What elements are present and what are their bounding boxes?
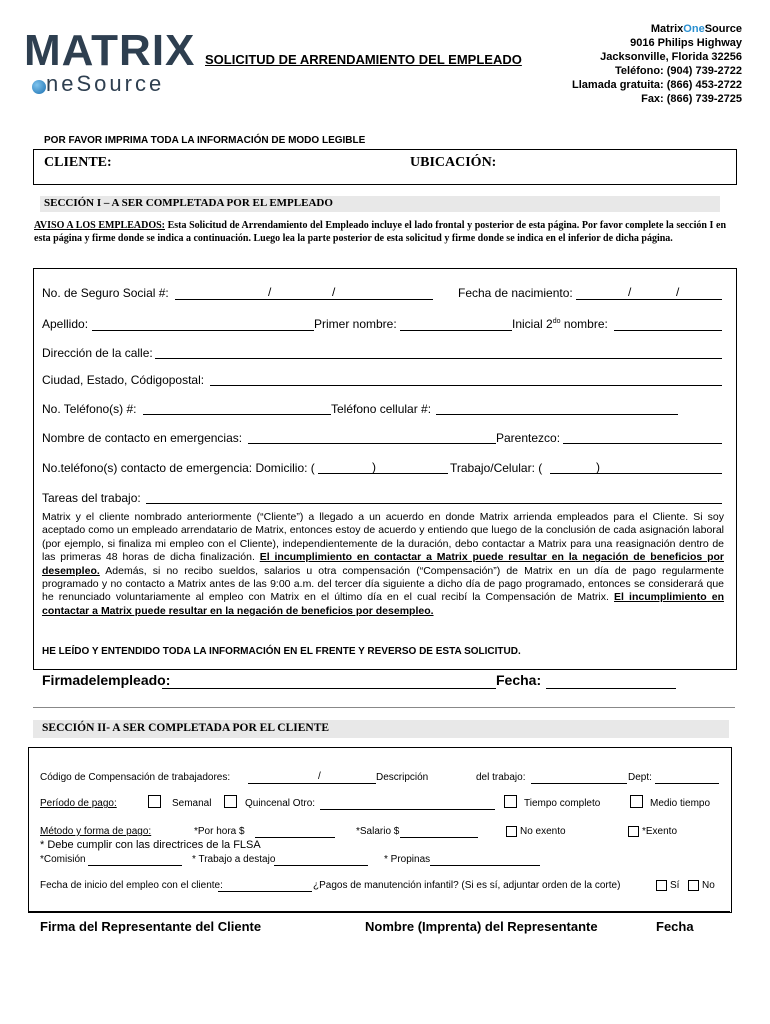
telefono-input[interactable] — [143, 414, 331, 415]
fecha-inicio-label: Fecha de inicio del empleo con el cliente: — [40, 880, 223, 891]
tiempo-completo-checkbox[interactable] — [504, 795, 517, 808]
dob-slash-1: / — [628, 285, 632, 299]
ubicacion-label: UBICACIÓN: — [410, 155, 497, 170]
dept-label: Dept: — [628, 772, 652, 783]
codigo-slash: / — [318, 771, 321, 782]
client-box — [33, 149, 737, 185]
signature-row-top-line — [28, 911, 730, 912]
logo-sub-prefix: ne — [46, 71, 77, 96]
otro-input[interactable] — [320, 809, 495, 810]
trabajo-cel-label: Trabajo/Celular: ( — [450, 461, 543, 475]
destajo-label: * Trabajo a destajo — [192, 854, 276, 865]
exento-label: *Exento — [642, 826, 678, 838]
por-hora-input[interactable] — [255, 837, 335, 838]
manutencion-label: ¿Pagos de manutención infantil? (Si es sí, adjuntar orden de la corte) — [313, 880, 621, 891]
si-label: Sí — [670, 880, 680, 892]
acknowledgement: HE LEÍDO Y ENTENDIDO TODA LA INFORMACIÓN EN EL FRENTE Y REVERSO DE ESTA SOLICITUD. — [42, 646, 521, 657]
company-info — [572, 22, 742, 106]
metodo-label: Método y forma de pago: — [40, 826, 152, 837]
celular-input[interactable] — [436, 414, 678, 415]
dob-input[interactable] — [576, 299, 722, 300]
descripcion-input[interactable] — [531, 783, 627, 784]
globe-icon — [32, 80, 46, 94]
page-title: SOLICITUD DE ARRENDAMIENTO DEL EMPLEADO — [205, 52, 522, 67]
agreement-paragraph: Matrix y el cliente nombrado anteriormente (“Cliente”) a llegado a un acuerdo en donde Matrix arrienda empleados para el Cliente. Si soy aceptado como un empleado arrendatario de Matrix, entonces estoy de acuerdo y entiendo que luego de la conclusión de cada asignación laboral (por ejemplo, si finaliza mi empleo con el Cliente), independientemente de la duración, debo contactar a Matrix para una reasignación dentro de las primeras 48 horas de dicha finalización. El incumplimiento en contactar a Matrix puede resultar en la negación de beneficios por desempleo. Además, si no recibo sueldos, salarios u otra compensación (“Compensación”) de Matrix en un día de pago regularmente programado y no contacto a Matrix antes de las 9:00 a.m. del tercer día siguiente a dicho día de pago programado, entonces se considerará que he renunciado voluntariamente al empleo con Matrix en el último día en el cual recibí la Compensación de Matrix. El incumplimiento en contactar a Matrix puede resultar en la negación de beneficios por desempleo. — [42, 511, 724, 617]
destajo-input[interactable] — [274, 865, 368, 866]
dob-label: Fecha de nacimiento: — [458, 286, 573, 300]
contacto-label: Nombre de contacto en emergencias: — [42, 431, 243, 445]
logo-main-text: MATRIX — [24, 26, 196, 75]
tel-domicilio-close: ) — [372, 460, 376, 474]
tiempo-completo-option[interactable] — [504, 795, 520, 808]
company-city: Jacksonville, Florida 32256 — [600, 51, 742, 63]
quincenal-label: Quincenal Otro: — [245, 798, 316, 809]
logo-sub-rest: Source — [76, 71, 165, 96]
salario-input[interactable] — [400, 837, 478, 838]
tel-contacto-label: No.teléfono(s) contacto de emergencia: Domicilio: ( — [42, 461, 315, 475]
dob-slash-2: / — [676, 285, 680, 299]
logo-sub — [24, 72, 194, 99]
nombre-representante: Nombre (Imprenta) del Representante — [365, 919, 598, 934]
company-toll-free: Llamada gratuita: (866) 453-2722 — [572, 79, 742, 91]
contacto-input[interactable] — [248, 443, 496, 444]
company-name: MatrixOneSource — [650, 23, 742, 35]
periodo-label: Período de pago: — [40, 798, 117, 809]
company-fax: Fax: (866) 739-2725 — [641, 93, 742, 105]
quincenal-option[interactable] — [224, 795, 240, 808]
apellido-label: Apellido: — [42, 317, 89, 331]
section1-heading: SECCIÓN I – A SER COMPLETADA POR EL EMPLEADO — [44, 197, 333, 209]
direccion-label: Dirección de la calle: — [42, 346, 153, 360]
comision-label: *Comisión — [40, 854, 86, 865]
inicial-input[interactable] — [614, 330, 722, 331]
fecha-inicio-input[interactable] — [218, 891, 312, 892]
semanal-checkbox[interactable] — [148, 795, 161, 808]
si-option[interactable] — [656, 880, 679, 891]
dept-input[interactable] — [655, 783, 719, 784]
company-address: 9016 Philips Highway — [630, 37, 742, 49]
ciudad-label: Ciudad, Estado, Códigopostal: — [42, 373, 205, 387]
exento-checkbox[interactable] — [628, 826, 639, 837]
section-divider — [33, 707, 735, 708]
fecha-empleado-label: Fecha: — [496, 672, 542, 688]
medio-tiempo-label: Medio tiempo — [650, 798, 711, 809]
ciudad-input[interactable] — [210, 385, 722, 386]
fecha-representante: Fecha — [656, 919, 694, 934]
ssn-input[interactable] — [175, 299, 433, 300]
aviso-paragraph: AVISO A LOS EMPLEADOS: Esta Solicitud de Arrendamiento del Empleado incluye el lado frontal y posterior de esta página. Por favor complete la sección I en esta página y firme donde se indica a continuación. Luego lea la parte posterior de esta solicitud y firme donde se indica en el inferior de dicha página. — [34, 220, 727, 244]
salario-label: *Salario $ — [356, 826, 400, 837]
codigo-input[interactable] — [248, 783, 376, 784]
firma-representante: Firma del Representante del Cliente — [40, 919, 262, 934]
exento-option[interactable] — [628, 826, 677, 837]
medio-tiempo-checkbox[interactable] — [630, 795, 643, 808]
celular-label: Teléfono cellular #: — [331, 402, 432, 416]
parentezco-input[interactable] — [563, 443, 722, 444]
no-exento-checkbox[interactable] — [506, 826, 517, 837]
no-checkbox[interactable] — [688, 880, 699, 891]
firma-empleado-label: Firmadelempleado: — [42, 672, 171, 688]
medio-tiempo-option[interactable] — [630, 795, 646, 808]
trabajo-cel-input[interactable] — [550, 473, 722, 474]
propinas-input[interactable] — [430, 865, 540, 866]
primer-nombre-label: Primer nombre: — [314, 317, 397, 331]
propinas-label: * Propinas — [384, 854, 431, 865]
no-option[interactable] — [688, 880, 715, 891]
cliente-label: CLIENTE: — [44, 155, 112, 170]
primer-nombre-input[interactable] — [400, 330, 512, 331]
firma-empleado-input[interactable] — [162, 688, 496, 689]
no-label: No — [702, 880, 715, 892]
inicial-label: Inicial $2^{do}$ nombre: — [512, 317, 608, 331]
ssn-label: No. de Seguro Social #: — [42, 286, 169, 300]
descripcion-label: Descripción — [376, 772, 429, 783]
direccion-input[interactable] — [155, 358, 722, 359]
comision-input[interactable] — [88, 865, 182, 866]
tareas-label: Tareas del trabajo: — [42, 491, 141, 505]
ssn-slash-1: / — [268, 285, 272, 299]
por-hora-label: *Por hora $ — [194, 826, 245, 837]
quincenal-checkbox[interactable] — [224, 795, 237, 808]
tiempo-completo-label: Tiempo completo — [524, 798, 601, 809]
telefono-label: No. Teléfono(s) #: — [42, 402, 137, 416]
apellido-input[interactable] — [92, 330, 314, 331]
company-phone: Teléfono: (904) 739-2722 — [615, 65, 742, 77]
no-exento-label: No exento — [520, 826, 566, 838]
del-trabajo-label: del trabajo: — [476, 772, 526, 783]
no-exento-option[interactable] — [506, 826, 566, 837]
fecha-empleado-input[interactable] — [546, 688, 676, 689]
flsa-note: * Debe cumplir con las directrices de la FLSA — [40, 839, 261, 851]
codigo-label: Código de Compensación de trabajadores: — [40, 772, 231, 783]
semanal-label: Semanal — [172, 798, 212, 809]
print-notice: POR FAVOR IMPRIMA TODA LA INFORMACIÓN DE MODO LEGIBLE — [44, 135, 366, 146]
si-checkbox[interactable] — [656, 880, 667, 891]
semanal-option[interactable] — [148, 795, 164, 808]
tareas-input[interactable] — [146, 503, 722, 504]
logo — [24, 28, 194, 108]
section2-heading: SECCIÓN II- A SER COMPLETADA POR EL CLIENTE — [42, 722, 330, 734]
tel-domicilio-input[interactable] — [318, 473, 448, 474]
parentezco-label: Parentezco: — [496, 431, 561, 445]
ssn-slash-2: / — [332, 285, 336, 299]
trabajo-cel-close: ) — [596, 460, 600, 474]
